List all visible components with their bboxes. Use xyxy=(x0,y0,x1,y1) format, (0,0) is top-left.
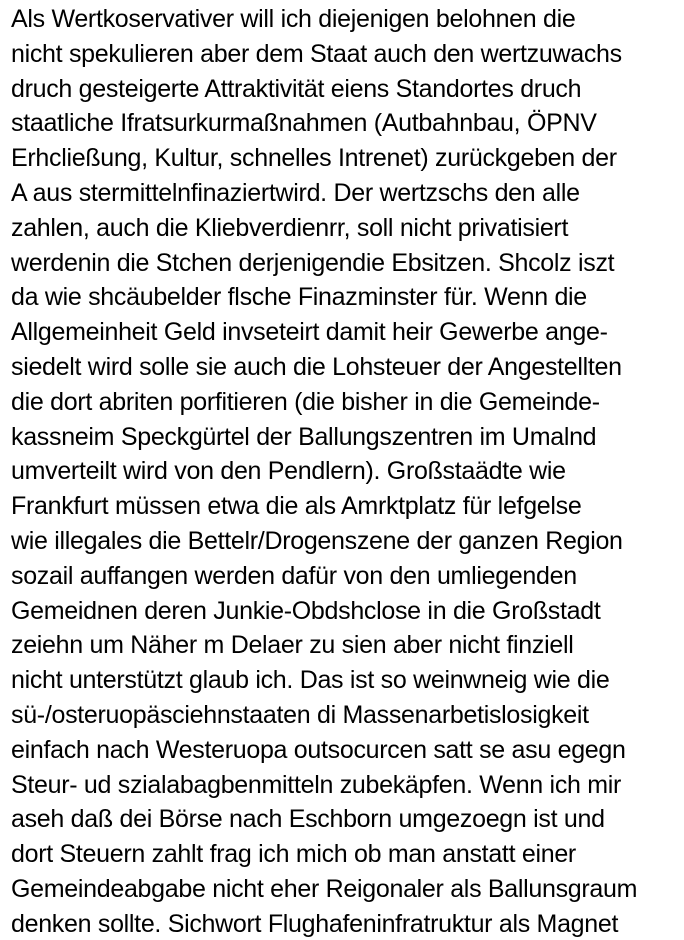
text-line-25: dort Steuern zahlt frag ich mich ob man anstatt einer xyxy=(11,840,576,869)
text-line-8: werdenin die Stchen derjenigendie Ebsitzen. Shcolz iszt xyxy=(11,248,615,277)
text-line-15: Frankfurt müssen etwa die als Amrktplatz für lefgelse xyxy=(11,492,582,521)
text-line-2: nicht spekulieren aber dem Staat auch den wertzuwachs xyxy=(11,39,622,68)
text-line-10: Allgemeinheit Geld invseteirt damit heir Gewerbe ange- xyxy=(11,318,608,347)
text-line-22: einfach nach Westeruopa outsocurcen satt se asu egegn xyxy=(11,735,626,764)
text-line-4: staatliche Ifratsurkurmaßnahmen (Autbahnbau, ÖPNV xyxy=(11,109,597,138)
text-line-12: die dort abriten porfitieren (die bisher in die Gemeinde- xyxy=(11,387,600,416)
text-line-16: wie illegales die Bettelr/Drogenszene der ganzen Region xyxy=(11,526,623,555)
text-line-1: Als Wertkoservativer will ich diejenigen belohnen die xyxy=(11,5,576,33)
text-line-18: Gemeidnen deren Junkie-Obdshclose in die Großstadt xyxy=(11,596,601,625)
text-line-19: zeiehn um Näher m Delaer zu sien aber nicht finziell xyxy=(11,631,574,660)
text-line-5: Erhcließung, Kultur, schnelles Intrenet) zurückgeben der xyxy=(11,144,617,173)
document-page xyxy=(11,0,681,940)
text-line-6: A aus stermittelnfinaziertwird. Der wertzschs den alle xyxy=(11,178,580,207)
text-line-20: nicht unterstützt glaub ich. Das ist so weinwneig wie die xyxy=(11,666,610,695)
text-line-24: aseh daß dei Börse nach Eschborn umgezoegn ist und xyxy=(11,805,605,834)
text-line-9: da wie shcäubelder flsche Finazminster für. Wenn die xyxy=(11,283,587,312)
text-line-21: sü-/osteruopäsciehnstaaten di Massenarbetislosigkeit xyxy=(11,700,589,729)
text-line-11: siedelt wird solle sie auch die Lohsteuer der Angestellten xyxy=(11,352,622,381)
text-line-13: kassneim Speckgürtel der Ballungszentren im Umalnd xyxy=(11,422,597,451)
text-line-3: druch gesteigerte Attraktivität eiens Standortes druch xyxy=(11,74,582,103)
text-line-27: denken sollte. Sichwort Flughafeninfratruktur als Magnet xyxy=(11,909,619,938)
text-line-14: umverteilt wird von den Pendlern). Großstaädte wie xyxy=(11,457,566,486)
text-line-23: Steur- ud szialabagbenmitteln zubekäpfen. Wenn ich mir xyxy=(11,770,622,799)
text-line-7: zahlen, auch die Kliebverdienrr, soll nicht privatisiert xyxy=(11,213,569,242)
text-line-17: sozail auffangen werden dafür von den umliegenden xyxy=(11,561,577,590)
text-line-26: Gemeindeabgabe nicht eher Reigonaler als Ballunsgraum xyxy=(11,874,638,903)
